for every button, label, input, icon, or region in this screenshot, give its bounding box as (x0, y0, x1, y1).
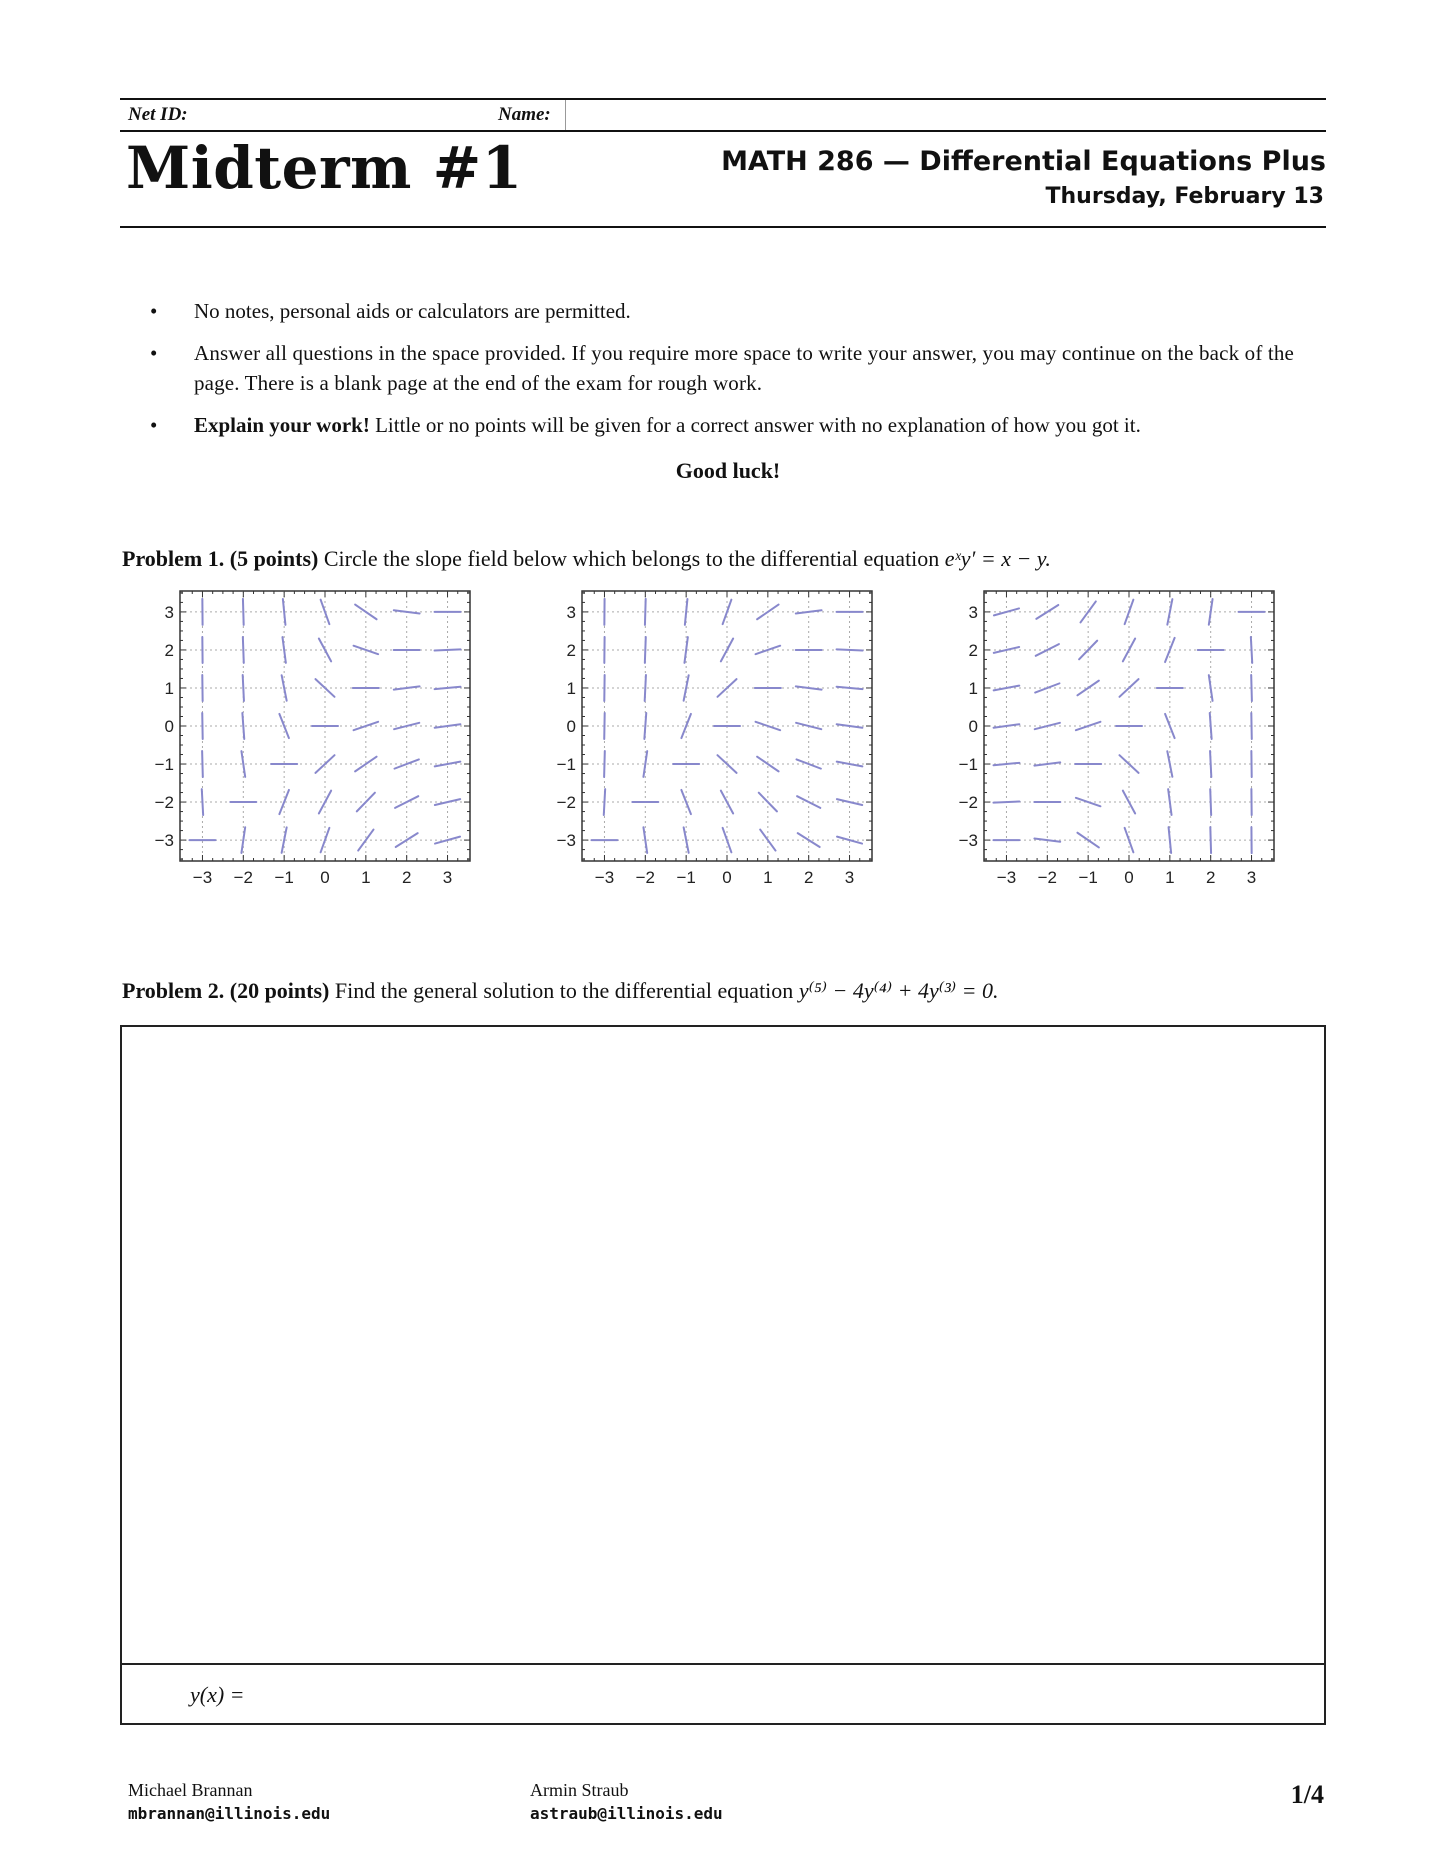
x-tick-label: 3 (844, 868, 855, 887)
instruction-text: Little or no points will be given for a correct answer with no explanation of how you got it. (369, 413, 1141, 437)
slope-segment (1251, 675, 1252, 701)
good-luck: Good luck! (675, 458, 781, 483)
bullet-icon: • (150, 341, 158, 365)
slope-segment (645, 637, 646, 663)
bullet-icon: • (150, 413, 158, 437)
page-number: 1/4 (1290, 1780, 1324, 1809)
page-title: Midterm #1 (126, 134, 523, 202)
x-tick-label: −2 (233, 868, 254, 887)
slope-segment (1210, 789, 1211, 815)
author-1-name: Michael Brannan (128, 1780, 253, 1800)
author-1-email: mbrannan@illinois.edu (128, 1804, 331, 1823)
instruction-text: Answer all questions in the space provided. If you require more space to write your answer, you may continue on the back of the page. There is a blank page at the end of the exam for rough work. (194, 341, 1294, 395)
x-tick-label: 1 (1165, 868, 1175, 887)
answer-box[interactable] (120, 1025, 1326, 1725)
instruction-item (146, 410, 1326, 440)
y-tick-label: −3 (556, 831, 576, 851)
top-rule (120, 98, 1326, 100)
y-tick-label: 2 (566, 640, 576, 660)
y-tick-label: −2 (154, 793, 174, 813)
problem-1-statement (122, 546, 1051, 572)
slope-segment (202, 751, 203, 777)
y-tick-label: −3 (154, 831, 174, 851)
x-tick-label: −2 (635, 868, 656, 887)
y-tick-label: −2 (556, 793, 576, 813)
x-tick-label: 3 (1246, 868, 1257, 887)
x-tick-label: −2 (1037, 868, 1058, 887)
instruction-item (146, 338, 1326, 398)
y-tick-label: 1 (968, 678, 978, 698)
slope-field-svg (548, 585, 898, 945)
instruction-text: No notes, personal aids or calculators are permitted. (194, 299, 631, 323)
slope-segment (243, 637, 244, 663)
problem-2-label: Problem 2. (122, 978, 225, 1003)
x-tick-label: 2 (1205, 868, 1216, 887)
y-tick-label: 3 (968, 602, 978, 622)
x-tick-label: 0 (320, 868, 330, 887)
slope-segment (645, 599, 646, 625)
x-tick-label: 0 (722, 868, 732, 887)
slope-segment (435, 649, 461, 650)
y-tick-label: 3 (566, 602, 576, 622)
slope-field-svg (950, 585, 1300, 945)
y-tick-label: 3 (164, 602, 174, 622)
slope-segment (1210, 751, 1211, 777)
problem-1-points: (5 points) (229, 546, 319, 571)
y-tick-label: 2 (164, 640, 174, 660)
y-tick-label: −1 (154, 755, 174, 775)
problem-1-text: Circle the slope field below which belongs to the differential equation (323, 546, 940, 571)
problem-2-equation: y⁽⁵⁾ − 4y⁽⁴⁾ + 4y⁽³⁾ = 0. (798, 978, 999, 1003)
x-tick-label: −3 (192, 868, 213, 887)
y-tick-label: 1 (566, 678, 576, 698)
slope-field-plot-2[interactable] (548, 585, 898, 950)
problem-2-points: (20 points) (229, 978, 330, 1003)
bullet-icon: • (150, 299, 158, 323)
slope-segment (993, 801, 1019, 802)
x-tick-label: 0 (1124, 868, 1134, 887)
x-tick-label: −1 (676, 868, 696, 887)
y-tick-label: −1 (556, 755, 576, 775)
y-tick-label: −2 (958, 793, 978, 813)
name-label: Name: (498, 104, 551, 125)
name-field-divider (565, 100, 566, 130)
y-tick-label: 0 (164, 717, 174, 736)
header-bottom-rule (120, 226, 1326, 228)
slope-field-svg (146, 585, 496, 945)
slope-segment (1210, 827, 1211, 853)
slope-segment (202, 789, 203, 815)
slope-field-plot-3[interactable] (950, 585, 1300, 950)
header-rule (120, 130, 1326, 132)
x-tick-label: 2 (803, 868, 814, 887)
x-tick-label: 1 (361, 868, 371, 887)
instruction-item (146, 296, 1326, 326)
x-tick-label: −3 (996, 868, 1017, 887)
problem-1-equation: eˣy′ = x − y. (944, 546, 1051, 571)
slope-segment (243, 599, 244, 625)
author-2-name: Armin Straub (530, 1780, 629, 1800)
slope-segment (604, 789, 605, 815)
y-tick-label: −3 (958, 831, 978, 851)
y-tick-label: 2 (968, 640, 978, 660)
course-title: MATH 286 — Differential Equations Plus (721, 146, 1326, 177)
slope-segment (604, 751, 605, 777)
y-tick-label: 0 (968, 717, 978, 736)
netid-label: Net ID: (128, 104, 188, 125)
x-tick-label: −1 (1078, 868, 1098, 887)
x-tick-label: −3 (594, 868, 615, 887)
answer-label: y(x) = (190, 1682, 245, 1707)
instruction-emphasis: Explain your work! (194, 413, 370, 437)
author-2-email: astraub@illinois.edu (530, 1804, 723, 1823)
problem-2-text: Find the general solution to the differential equation (334, 978, 794, 1003)
slope-segment (645, 675, 646, 701)
y-tick-label: −1 (958, 755, 978, 775)
exam-date: Thursday, February 13 (1045, 184, 1324, 209)
slope-field-plot-1[interactable] (146, 585, 496, 950)
slope-segment (837, 649, 863, 650)
slope-segment (243, 675, 244, 701)
problem-1-label: Problem 1. (122, 546, 225, 571)
problem-2-statement (122, 978, 998, 1004)
x-tick-label: 2 (401, 868, 412, 887)
instruction-list (146, 296, 1326, 452)
slope-segment (1251, 637, 1252, 663)
y-tick-label: 1 (164, 678, 174, 698)
x-tick-label: −1 (274, 868, 294, 887)
x-tick-label: 3 (442, 868, 453, 887)
x-tick-label: 1 (763, 868, 773, 887)
y-tick-label: 0 (566, 717, 576, 736)
answer-divider (122, 1663, 1324, 1665)
